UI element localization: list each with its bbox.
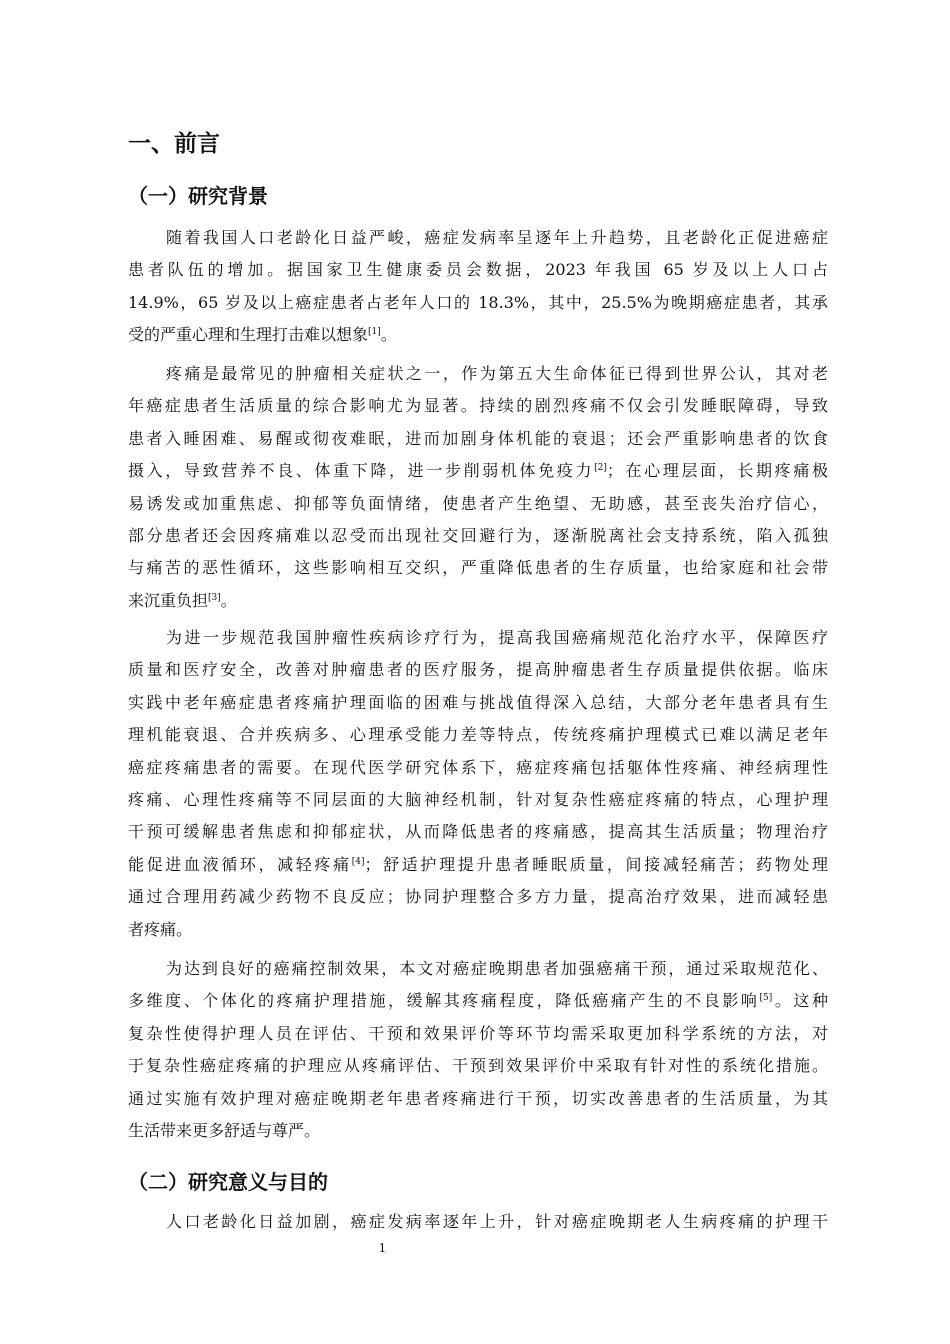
text-line: 随着我国人口老龄化日益严峻，癌症发病率呈逐年上升趋势，且老龄化正促进癌症 [166,228,828,247]
chapter-heading: 一、前言 [128,131,220,157]
text-segment: ；舒适护理提升患者睡眠质量，间接减轻痛苦；药物处理 [364,854,828,874]
text-line: 癌症疼痛患者的需要。在现代医学研究体系下，癌症疼痛包括躯体性疼痛、神经病理性 [128,757,828,777]
page-number: 1 [378,1241,387,1255]
text-line [128,585,828,617]
text-segment: 多维度、个体化的疼痛护理措施，缓解其疼痛程度，降低癌痛产生的不良影响 [128,991,760,1011]
text-line: 为进一步规范我国肿瘤性疾病诊疗行为，提高我国癌痛规范化治疗水平，保障医疗 [166,628,828,647]
citation-reference: [3] [208,592,221,603]
text-segment: 。这种 [772,991,828,1011]
text-line [128,455,828,487]
paragraph [128,1206,828,1238]
text-segment: 来沉重负担 [128,590,209,610]
citation-reference: [1] [368,327,381,338]
paragraph [128,953,828,1147]
text-line: 与痛苦的恶性循环，这些影响相互交织，严重降低患者的生存质量，也给家庭和社会带 [128,558,828,578]
text-line: 易诱发或加重焦虑、抑郁等负面情绪，使患者产生绝望、无助感，甚至丧失治疗信心， [128,493,828,513]
text-line: 疼痛、心理性疼痛等不同层面的大脑神经机制，针对复杂性癌症疼痛的特点，心理护理 [128,789,828,809]
paragraph [128,222,828,352]
text-segment: 能促进血液循环，减轻疼痛 [128,854,352,874]
citation-reference: [2] [594,463,607,474]
text-segment: 。 [380,325,397,345]
section-heading-research-significance: （二）研究意义与目的 [128,1170,328,1194]
text-line: 14.9%，65 岁及以上癌症患者占老年人口的 18.3%，其中，25.5%为晚期癌症患者，其承 [128,292,828,312]
text-line: 质量和医疗安全，改善对肿瘤患者的医疗服务，提高肿瘤患者生存质量提供依据。临床 [128,660,828,680]
text-line: 人口老龄化日益加剧，癌症发病率逐年上升，针对癌症晚期老人生病疼痛的护理干 [166,1212,828,1231]
text-line: 年癌症患者生活质量的综合影响尤为显著。持续的剧烈疼痛不仅会引发睡眠障碍，导致 [128,396,828,416]
paragraph [128,358,828,617]
text-line [128,985,828,1017]
text-line: 生活带来更多舒适与尊严。 [128,1120,321,1140]
text-line: 者疼痛。 [128,919,193,939]
citation-reference: [4] [351,856,365,867]
text-line: 干预可缓解患者焦虑和抑郁症状，从而降低患者的疼痛感，提高其生活质量；物理治疗 [128,822,828,842]
section-heading-research-background: （一）研究背景 [128,184,268,208]
text-segment: ；在心理层面，长期疼痛极 [606,461,828,481]
text-line: 通过实施有效护理对癌症晚期老年患者疼痛进行干预，切实改善患者的生活质量，为其 [128,1088,828,1108]
text-line: 部分患者还会因疼痛难以忍受而出现社交回避行为，逐渐脱离社会支持系统，陷入孤独 [128,525,828,545]
text-line: 为达到良好的癌痛控制效果，本文对癌症晚期患者加强癌痛干预，通过采取规范化、 [166,959,828,978]
text-line: 患者入睡困难、易醒或彻夜难眠，进而加剧身体机能的衰退；还会严重影响患者的饮食 [128,428,828,448]
text-line: 于复杂性癌症疼痛的护理应从疼痛评估、干预到效果评价中采取有针对性的系统化措施。 [128,1056,828,1076]
text-line [128,849,828,881]
text-line [128,319,828,351]
paragraph [128,622,828,946]
citation-reference: [5] [759,993,773,1004]
text-segment: 受的严重心理和生理打击难以想象 [128,325,369,345]
text-line: 疼痛是最常见的肿瘤相关症状之一，作为第五大生命体征已得到世界公认，其对老 [166,364,828,383]
text-line: 通过合理用药减少药物不良反应；协同护理整合多方力量，提高治疗效果，进而减轻患 [128,887,828,907]
text-line: 患者队伍的增加。据国家卫生健康委员会数据，2023 年我国 65 岁及以上人口占 [128,260,828,280]
text-line: 理机能衰退、合并疾病多、心理承受能力差等特点，传统疼痛护理模式已难以满足老年 [128,725,828,745]
text-segment: 摄入，导致营养不良、体重下降，进一步削弱机体免疫力 [128,461,595,481]
text-line: 实践中老年癌症患者疼痛护理面临的困难与挑战值得深入总结，大部分老年患者具有生 [128,692,828,712]
text-segment: 。 [220,590,237,610]
text-line: 复杂性使得护理人员在评估、干预和效果评价等环节均需采取更加科学系统的方法，对 [128,1023,828,1043]
